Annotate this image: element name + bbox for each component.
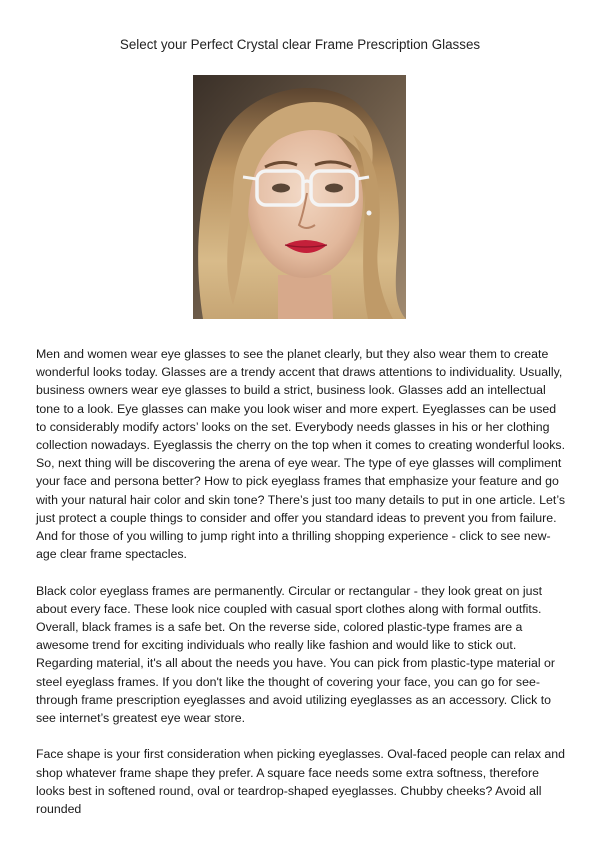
portrait-photo (193, 75, 406, 319)
article-body (36, 345, 568, 836)
portrait-photo-icon (193, 75, 406, 319)
paragraph-face-shape: Face shape is your first consideration when picking eyeglasses. Oval-faced people can relax and shop whatever frame shape they prefer. A square face needs some extra softness, therefore looks best in softened round, oval or teardrop-shaped eyeglasses. Chubby cheeks? Avoid all rounded (36, 747, 566, 817)
page-title: Select your Perfect Crystal clear Frame Prescription Glasses (119, 37, 481, 52)
paragraph-frames: Black color eyeglass frames are permanently. Circular or rectangular - they look great on just about every face. These look nice coupled with casual sport clothes along with formal outfits. Overall, black frames is a safe bet. On the reverse side, colored plastic-type frames are a awesome trend for exciting individuals who really like fashion and would like to stick out. Regarding material, it's all about the needs you have. You can pick from plastic-type material or steel eyeglass frames. If you don't like the thought of covering your face, you can go for see-through frame prescription eyeglasses and avoid utilizing eyeglasses as an accessory. Click to see internet’s greatest eye wear store. (36, 583, 556, 726)
paragraph-intro: Men and women wear eye glasses to see the planet clearly, but they also wear them to create wonderful looks today. Glasses are a trendy accent that draws attentions to individuality. Usually, business owners wear eye glasses to build a strict, business look. Glasses add an intellectual tone to a look. Eye glasses can make you look wiser and more expert. Eyeglasses can be used to considerably modify actors’ looks on the set. Everybody needs glasses in his or her clothing collection nowadays. Eyeglassis the cherry on the top when it comes to creating wonderful looks. So, next thing will be discovering the arena of eye wear. The type of eye glasses will compliment your face and persona better? How to pick eyeglass frames that emphasize your feature and go with your natural hair color and skin tone? There’s just too many details to put in one article. Let’s just protect a couple things to consider and offer you standard ideas to prevent you from failure. And for those of you willing to jump right into a thrilling shopping experience - click to see new-age clear frame spectacles. (36, 347, 566, 562)
